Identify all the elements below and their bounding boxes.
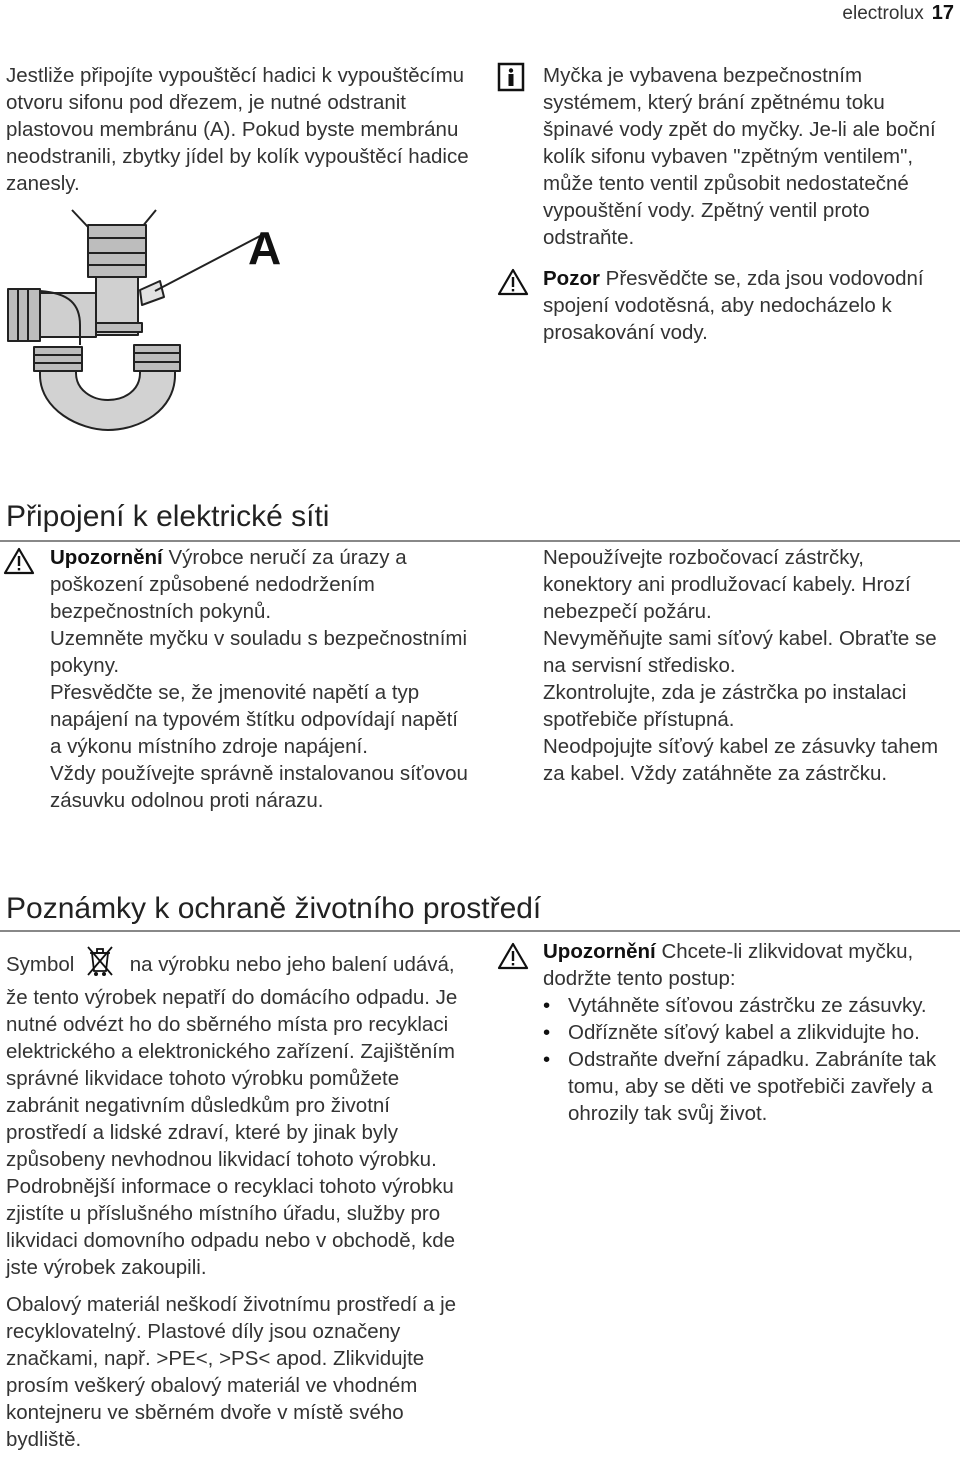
caution-text: Přesvědčte se, zda jsou vodovodní spojení vodotěsná, aby nedocházelo k prosakování vody. — [543, 267, 924, 344]
caution-label: Pozor — [543, 267, 600, 290]
environment-heading: Poznámky k ochraně životního prostředí — [6, 892, 542, 925]
electric-heading: Připojení k elektrické síti — [6, 500, 330, 533]
electric-right-1: Nevyměňujte sami síťový kabel. Obraťte se na servisní středisko. — [543, 627, 937, 677]
caution-note — [543, 265, 958, 346]
electric-left-3: Vždy používejte správně instalovanou síťovou zásuvku odolnou proti nárazu. — [50, 762, 468, 812]
symbol-before: Symbol — [6, 953, 75, 976]
siphon-illustration — [0, 205, 300, 440]
electric-divider — [0, 540, 960, 542]
electric-left-0: Výrobce neručí za úrazy a poškození způsobené nedodržením bezpečnostních pokynů. — [50, 546, 407, 623]
electric-right-2: Zkontrolujte, zda je zástrčka po instalaci spotřebiče přístupná. — [543, 681, 907, 731]
electric-left-column — [50, 544, 475, 814]
drain-instructions — [6, 62, 476, 197]
info-note — [543, 62, 958, 251]
crossed-bin-icon — [86, 945, 114, 984]
disposal-steps — [543, 992, 958, 1127]
page-header — [842, 2, 954, 25]
warning-triangle-icon — [497, 942, 529, 970]
environment-left-column — [6, 945, 476, 1453]
environment-divider — [0, 930, 960, 932]
info-note-text: Myčka je vybavena bezpečnostním systémem, který brání zpětnému toku špinavé vody zpět do myčky. Je-li ale boční kolík sifonu vybaven "zpětným ventilem", může tento ventil způsobit nedostatečné vypouštění vody. Zpětný ventil proto odstraňte. — [543, 64, 936, 249]
page-number: 17 — [931, 2, 954, 24]
symbol-description: na výrobku nebo jeho balení udává, že tento výrobek nepatří do domácího odpadu. Je nutné odvézt ho do sběrného místa pro recyklaci elektrického a elektronického zařízení. Zajištěním správné likvidace tohoto výrobku pomůžete zabránit negativním důsledkům pro životní prostředí a lidské zdraví, které by jinak byly způsobeny nevhodnou likvidací tohoto výrobku. Podrobnější informace o recyklaci tohoto výrobku zjistíte u příslušného místního úřadu, služby pro likvidaci domovního odpadu nebo v obchodě, kde jste výrobek zakoupili. — [6, 953, 458, 1279]
list-item: • Odstraňte dveřní západku. Zabráníte tak tomu, aby se děti ve spotřebiči zavřely a ohrozily tak svůj život. — [543, 1046, 958, 1127]
disposal-warning-text: Chcete-li zlikvidovat myčku, dodržte tento postup: — [543, 940, 914, 990]
warning-triangle-icon — [3, 547, 35, 575]
electric-left-1: Uzemněte myčku v souladu s bezpečnostními pokyny. — [50, 627, 468, 677]
info-icon — [497, 62, 525, 92]
electric-right-3: Neodpojujte síťový kabel ze zásuvky tahem za kabel. Vždy zatáhněte za zástrčku. — [543, 735, 939, 785]
disposal-warning-label: Upozornění — [543, 940, 656, 963]
warning-triangle-icon — [497, 268, 529, 296]
disposal-warning — [543, 938, 958, 992]
packaging-text: Obalový materiál neškodí životnímu prostředí a je recyklovatelný. Plastové díly jsou označeny značkami, např. >PE<, >PS< apod. Zlikvidujte prosím veškerý obalový materiál ve vhodném kontejneru ve sběrném dvoře v místě svého bydliště. — [6, 1293, 457, 1451]
list-item: • Odřízněte síťový kabel a zlikvidujte ho. — [543, 1019, 958, 1046]
figure-label-a: A — [248, 222, 282, 274]
brand-name: electrolux — [842, 3, 924, 24]
electric-left-2: Přesvědčte se, že jmenovité napětí a typ napájení na typovém štítku odpovídají napětí a výkonu místního zdroje napájení. — [50, 681, 458, 758]
electric-warning-label: Upozornění — [50, 546, 163, 569]
drain-text: Jestliže připojíte vypouštěcí hadici k vypouštěcímu otvoru sifonu pod dřezem, je nutné odstranit plastovou membránu (A). Pokud byste membránu neodstranili, zbytky jídel by kolík vypouštěcí hadice zanesly. — [6, 64, 469, 195]
electric-right-0: Nepoužívejte rozbočovací zástrčky, konektory ani prodlužovací kabely. Hrozí nebezpečí požáru. — [543, 546, 911, 623]
electric-right-column — [543, 544, 958, 787]
list-item: • Vytáhněte síťovou zástrčku ze zásuvky. — [543, 992, 958, 1019]
